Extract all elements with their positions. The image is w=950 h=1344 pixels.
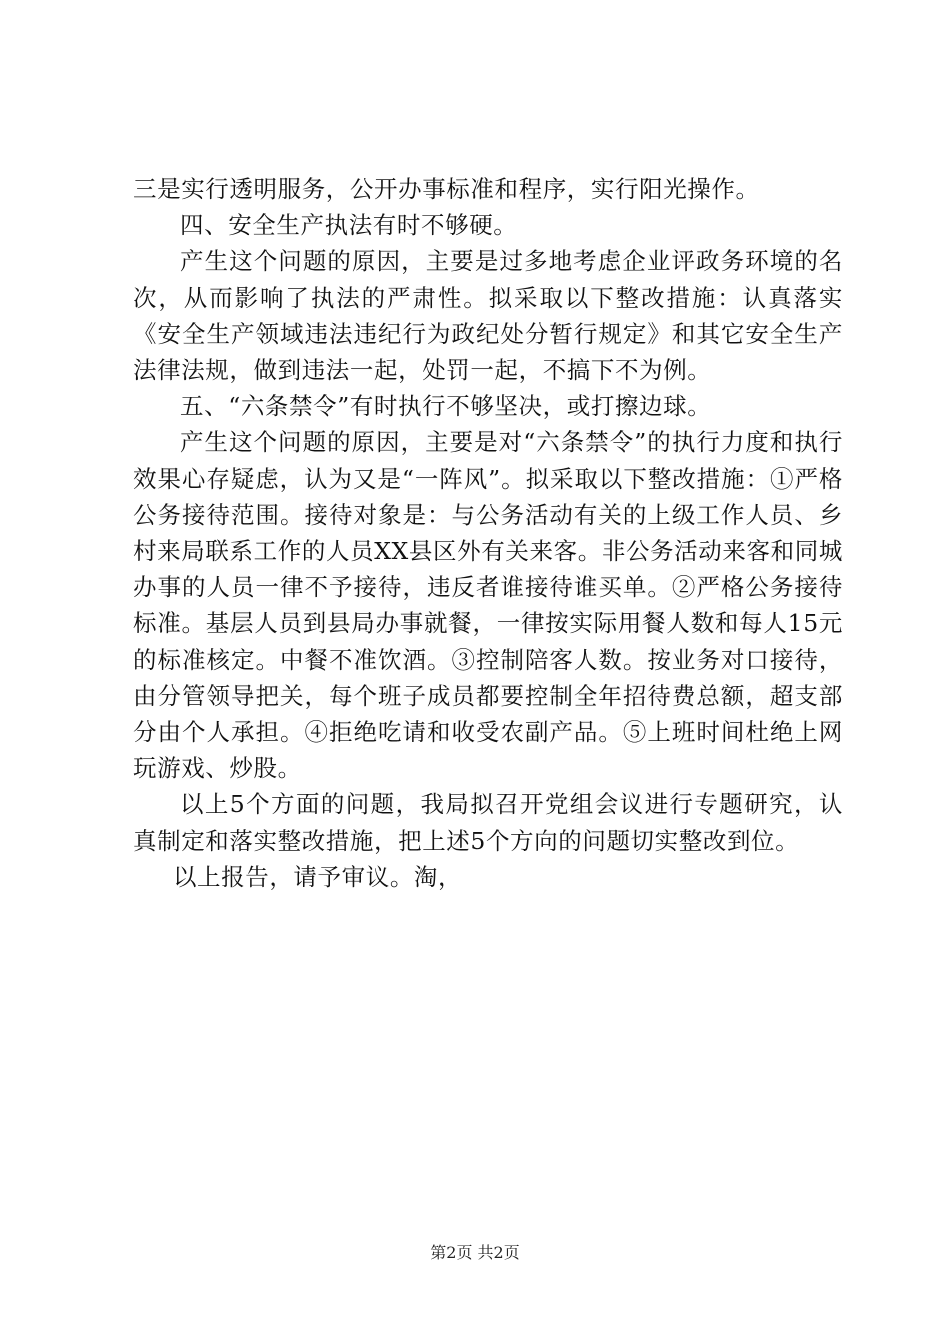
page-footer: 第2页 共2页 <box>430 1243 520 1262</box>
document-body <box>133 171 843 895</box>
paragraph-section-five-cause: 产生这个问题的原因，主要是对“六条禁令”的执行力度和执行效果心存疑虑，认为又是“一阵风”。拟采取以下整改措施：①严格公务接待范围。接待对象是：与公务活动有关的上级工作人员、乡村来局联系工作的人员XX县区外有关来客。非公务活动来客和同城办事的人员一律不予接待，违反者谁接待谁买单。②严格公务接待标准。基层人员到县局办事就餐，一律按实际用餐人数和每人15元的标准核定。中餐不准饮酒。③控制陪客人数。按业务对口接待，由分管领导把关，每个班子成员都要控制全年招待费总额，超支部分由个人承担。④拒绝吃请和收受农副产品。⑤上班时间杜绝上网玩游戏、炒股。 <box>133 428 843 783</box>
paragraph-section-four-cause: 产生这个问题的原因，主要是过多地考虑企业评政务环境的名次，从而影响了执法的严肃性。拟采取以下整改措施：认真落实《安全生产领域违法违纪行为政纪处分暂行规定》和其它安全生产法律法规，做到违法一起，处罚一起，不搞下不为例。 <box>133 247 843 385</box>
heading-section-four: 四、安全生产执法有时不够硬。 <box>180 211 518 240</box>
heading-section-five: 五、“六条禁令”有时执行不够坚决，或打擦边球。 <box>180 392 712 421</box>
paragraph-closing: 以上报告，请予审议。淘， <box>172 862 463 891</box>
paragraph-summary: 以上5个方面的问题，我局拟召开党组会议进行专题研究，认真制定和落实整改措施，把上述5个方向的问题切实整改到位。 <box>133 790 843 855</box>
paragraph-continuation: 三是实行透明服务，公开办事标准和程序，实行阳光操作。 <box>133 175 760 203</box>
